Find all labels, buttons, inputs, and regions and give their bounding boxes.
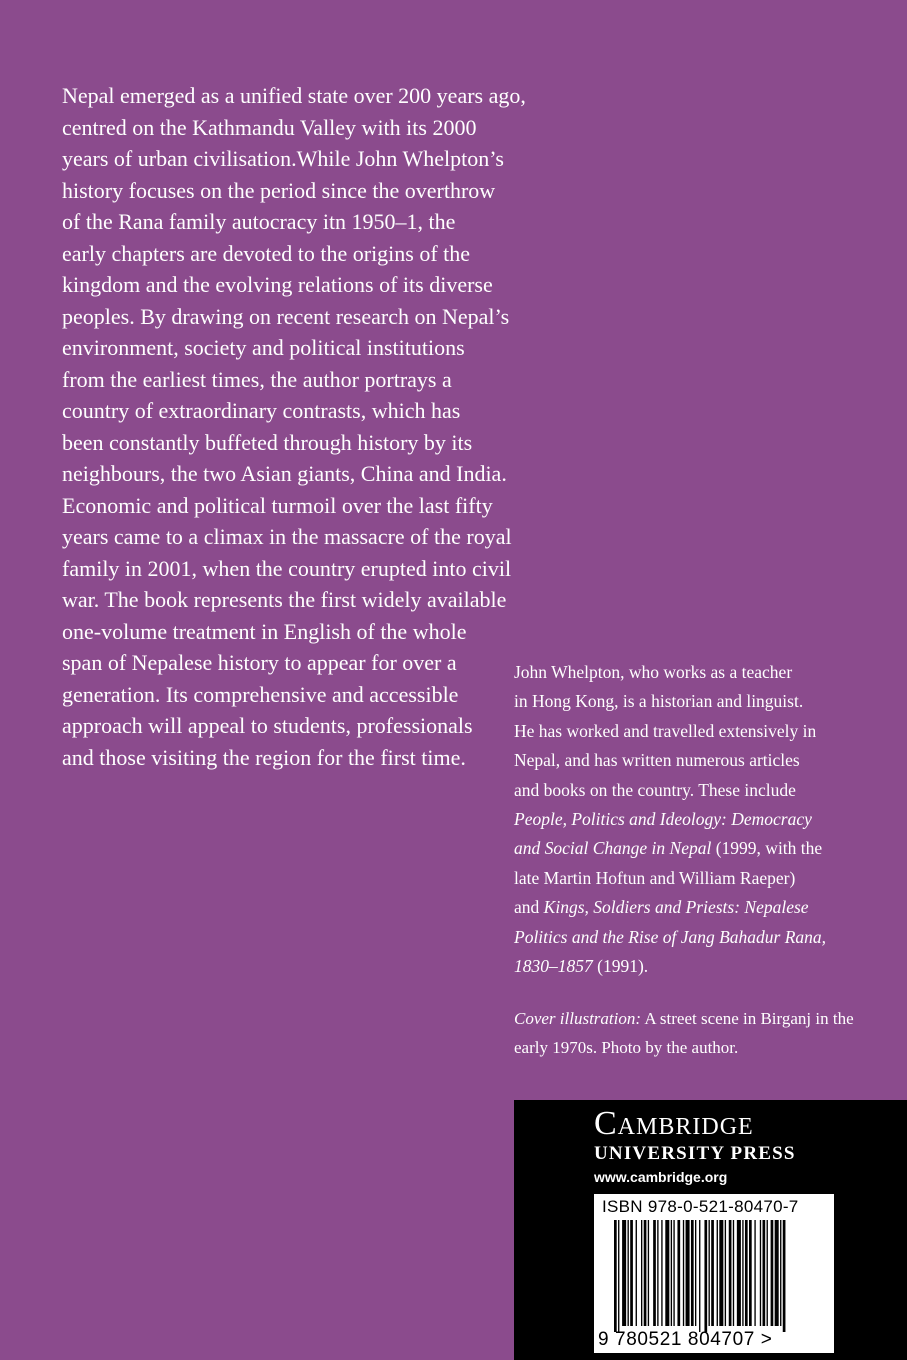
barcode-bar <box>783 1220 786 1332</box>
barcode-bar <box>673 1220 674 1326</box>
book-title-italic: Politics and the Rise of Jang Bahadur Rana, <box>514 926 827 947</box>
barcode-bar <box>711 1220 714 1326</box>
book-title-italic: and Social Change in Nepal <box>514 838 712 859</box>
blurb-line: Nepal emerged as a unified state over 200 years ago, <box>62 83 526 108</box>
blurb-line: years came to a climax in the massacre of the royal <box>62 524 512 549</box>
isbn-label: ISBN 978-0-521-80470-7 <box>602 1197 799 1216</box>
barcode-bar <box>745 1220 748 1326</box>
barcode-bar <box>733 1220 734 1326</box>
book-title-italic: Kings, Soldiers and Priests: Nepalese <box>543 897 809 918</box>
barcode-bar <box>671 1220 672 1326</box>
barcode-bar <box>644 1220 647 1326</box>
barcode-bar <box>630 1220 633 1326</box>
barcode-bar <box>677 1220 680 1326</box>
barcode-bar <box>709 1220 710 1326</box>
blurb-line: early chapters are devoted to the origins of the <box>62 240 471 266</box>
book-title-italic: People, Politics and Ideology: Democracy <box>514 809 812 830</box>
barcode-bar <box>665 1220 669 1326</box>
barcode-bar <box>760 1220 761 1326</box>
barcode-bar <box>648 1220 649 1326</box>
blurb-line: one-volume treatment in English of the whole <box>62 618 467 644</box>
bio-line: Nepal, and has written numerous articles <box>514 750 800 771</box>
blurb-line: environment, society and political institutions <box>62 335 465 360</box>
bio-line: in Hong Kong, is a historian and linguist. <box>514 691 804 712</box>
blurb-line: from the earliest times, the author portrays a <box>62 366 452 392</box>
barcode-bar <box>767 1220 768 1326</box>
cover-illustration-credit <box>514 1004 854 1062</box>
blurb-line: peoples. By drawing on recent research on Nepal’s <box>62 303 510 329</box>
blurb-line: generation. Its comprehensive and accessible <box>62 681 459 707</box>
credit-text: A street scene in Birganj in the <box>641 1009 854 1028</box>
barcode-bar <box>622 1220 626 1326</box>
bio-line: John Whelpton, who works as a teacher <box>514 662 793 682</box>
publisher-name: Cambridge <box>594 1105 754 1142</box>
publisher-url[interactable]: www.cambridge.org <box>594 1169 728 1185</box>
barcode-bar <box>657 1220 658 1326</box>
barcode-bar <box>754 1220 755 1326</box>
barcode-bar <box>742 1220 743 1326</box>
barcode-box <box>594 1194 834 1353</box>
barcode-bar <box>653 1220 656 1326</box>
blurb-line: been constantly buffeted through history by its <box>62 429 473 455</box>
credit-line: early 1970s. Photo by the author. <box>514 1038 739 1057</box>
bio-line: late Martin Hoftun and William Raeper) <box>514 867 796 888</box>
blurb-line: and those visiting the region for the first time. <box>62 744 466 770</box>
bio-line <box>514 952 854 981</box>
credit-line <box>514 1004 854 1033</box>
blurb-line: kingdom and the evolving relations of its diverse <box>62 272 493 297</box>
book-blurb <box>62 80 532 773</box>
barcode-bar <box>717 1220 718 1326</box>
bio-line: He has worked and travelled extensively in <box>514 720 817 741</box>
bio-line <box>514 893 854 922</box>
blurb-line: neighbours, the two Asian giants, China and India. <box>62 461 507 486</box>
barcode-bar <box>683 1220 684 1326</box>
blurb-line: years of urban civilisation.While John Whelpton’s <box>62 146 504 171</box>
bio-line <box>514 923 854 952</box>
author-bio <box>514 658 854 981</box>
barcode-bar <box>719 1220 723 1326</box>
bio-text: and <box>514 897 544 918</box>
barcode-bar <box>704 1220 707 1332</box>
barcode-bar <box>614 1220 617 1332</box>
barcode-bar <box>725 1220 726 1326</box>
bio-line <box>514 805 854 834</box>
barcode-bar <box>641 1220 642 1326</box>
blurb-line: approach will appeal to students, professionals <box>62 713 473 738</box>
blurb-line: Economic and political turmoil over the last fifty <box>62 492 493 518</box>
barcode-bar <box>737 1220 741 1326</box>
barcode-digits: 9 780521 804707 > <box>598 1329 773 1350</box>
bio-text: (1999, with the <box>711 838 823 859</box>
barcode-bar <box>749 1220 752 1326</box>
credit-label: Cover illustration: <box>514 1009 642 1028</box>
barcode-bar <box>691 1220 694 1326</box>
barcode-bar <box>636 1220 637 1326</box>
blurb-line: span of Nepalese history to appear for over a <box>62 650 457 675</box>
barcode-bar <box>628 1220 629 1326</box>
blurb-line: of the Rana family autocracy itn 1950–1, the <box>62 209 456 234</box>
barcode-bar <box>771 1220 774 1326</box>
barcode-bar <box>661 1220 662 1326</box>
barcode-bar <box>686 1220 690 1326</box>
bio-line <box>514 834 854 863</box>
barcode-bar <box>763 1220 766 1326</box>
blurb-line: war. The book represents the first widely available <box>62 587 507 612</box>
book-title-italic: 1830–1857 <box>514 956 593 977</box>
barcode-bar <box>695 1220 696 1326</box>
bio-line: and books on the country. These include <box>514 779 796 800</box>
barcode-bar <box>780 1220 781 1326</box>
blurb-line: family in 2001, when the country erupted into civil <box>62 555 512 581</box>
blurb-line: country of extraordinary contrasts, which has <box>62 398 461 423</box>
barcode-bar <box>618 1220 619 1332</box>
blurb-line: centred on the Kathmandu Valley with its 2000 <box>62 114 477 140</box>
barcode-bar <box>699 1220 700 1332</box>
barcode-bar <box>729 1220 732 1326</box>
publisher-subtitle: UNIVERSITY PRESS <box>594 1143 796 1164</box>
publisher-box <box>514 1100 907 1360</box>
blurb-line: history focuses on the period since the overthrow <box>62 177 496 203</box>
barcode-bar <box>775 1220 779 1326</box>
bio-text: (1991). <box>592 956 649 977</box>
